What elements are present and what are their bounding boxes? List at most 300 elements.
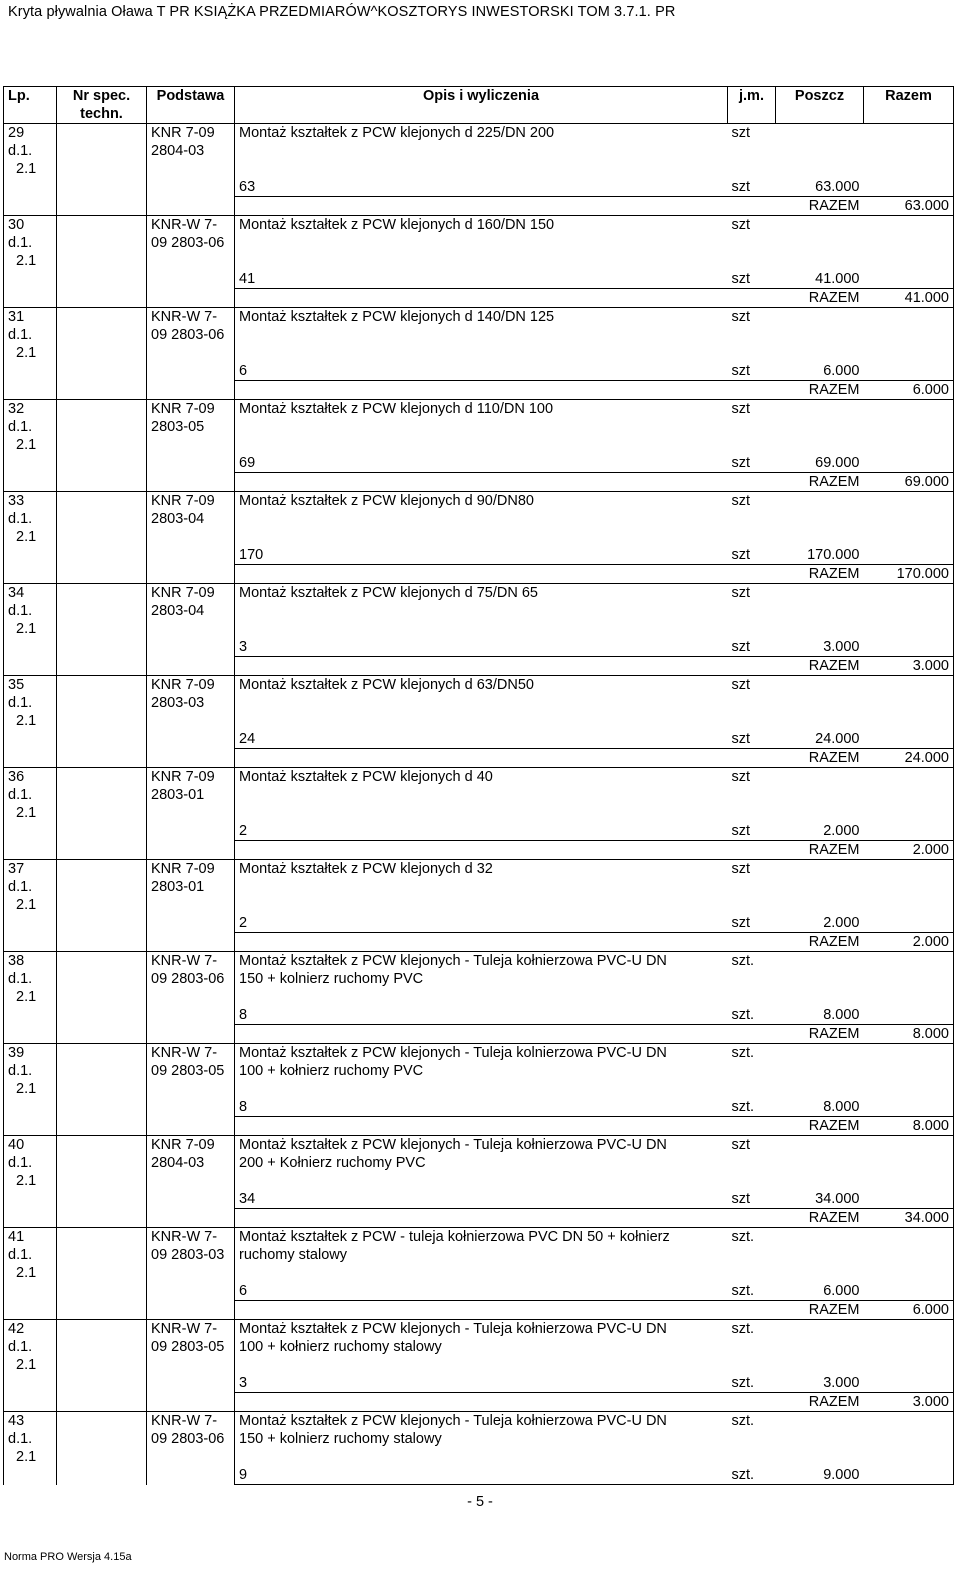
poszcz-empty [776, 1356, 864, 1374]
lp-sub-b: 2.1 [16, 713, 37, 729]
razem-empty [864, 1228, 954, 1247]
podstawa-cell [147, 216, 235, 308]
razem-empty [864, 620, 954, 638]
jm-empty [728, 142, 776, 160]
jm-cell: szt. [728, 1228, 776, 1247]
quantity-expression: 8 [235, 1006, 728, 1025]
jm-empty [728, 878, 776, 896]
jm-empty [728, 657, 776, 676]
lp-sub-a: d.1. [8, 235, 33, 251]
quantity-unit: szt [731, 271, 751, 287]
poszcz-value: 2.000 [823, 915, 860, 931]
opis-line-2 [235, 326, 728, 344]
lp-number: 31 [8, 309, 25, 325]
lp-cell [4, 768, 57, 860]
jm-empty [728, 1080, 776, 1098]
quantity-expression: 9 [235, 1466, 728, 1485]
lp-sub-a: d.1. [8, 695, 33, 711]
razem-empty [864, 1246, 954, 1264]
quantity-expression: 6 [235, 362, 728, 381]
poszcz-value: 3.000 [823, 1375, 860, 1391]
razem-empty [864, 1062, 954, 1080]
quantity-unit: szt [731, 547, 751, 563]
razem-empty [864, 528, 954, 546]
razem-empty [864, 1136, 954, 1155]
lp-cell [4, 584, 57, 676]
razem-value: 34.000 [864, 1209, 954, 1228]
opis-line-2: 200 + Kołnierz ruchomy PVC [235, 1154, 728, 1172]
table-row [4, 216, 954, 235]
spacer-cell [235, 712, 728, 730]
razem-empty [864, 676, 954, 695]
poszcz-empty [776, 1412, 864, 1431]
opis-empty [235, 749, 728, 768]
col-header-razem: Razem [864, 87, 954, 124]
jm-cell: szt. [728, 1320, 776, 1339]
opis-line-2: 150 + kolnierz ruchomy PVC [235, 970, 728, 988]
jm-cell: szt [728, 400, 776, 419]
poszcz-empty [776, 712, 864, 730]
jm-empty [728, 160, 776, 178]
table-row [4, 1228, 954, 1247]
razem-label: RAZEM [776, 565, 864, 584]
opis-line-1: Montaż kształtek z PCW klejonych - Tuleja kolnierzowa PVC-U DN [235, 1044, 728, 1063]
lp-sub-b: 2.1 [16, 1081, 37, 1097]
lp-number: 38 [8, 953, 25, 969]
quantity-unit: szt [731, 915, 751, 931]
lp-number: 37 [8, 861, 25, 877]
opis-line-1: Montaż kształtek z PCW klejonych - Tuleja kołnierzowa PVC-U DN [235, 1412, 728, 1431]
lp-number: 29 [8, 125, 25, 141]
jm-cell: szt [728, 492, 776, 511]
lp-sub-b: 2.1 [16, 437, 37, 453]
podstawa-line-2: 2803-04 [151, 603, 205, 619]
lp-cell [4, 1044, 57, 1136]
opis-line-1: Montaż kształtek z PCW klejonych d 225/DN 200 [235, 124, 728, 143]
razem-label: RAZEM [776, 1209, 864, 1228]
poszcz-empty [776, 970, 864, 988]
poszcz-value: 69.000 [815, 455, 860, 471]
poszcz-empty [776, 896, 864, 914]
poszcz-empty [776, 602, 864, 620]
razem-empty [864, 1264, 954, 1282]
opis-line-2: ruchomy stalowy [235, 1246, 728, 1264]
opis-line-1: Montaż kształtek z PCW - tuleja kołnierzowa PVC DN 50 + kołnierz [235, 1228, 728, 1247]
podstawa-line-2: 2803-03 [151, 695, 205, 711]
opis-line-1: Montaż kształtek z PCW klejonych d 32 [235, 860, 728, 879]
podstawa-line-1: KNR 7-09 [151, 1137, 215, 1153]
podstawa-cell [147, 308, 235, 400]
lp-sub-a: d.1. [8, 1339, 33, 1355]
jm-cell: szt [728, 676, 776, 695]
nr-spec-cell [57, 1228, 147, 1320]
quantity-unit: szt [731, 1191, 751, 1207]
nr-spec-cell [57, 124, 147, 216]
jm-empty [728, 712, 776, 730]
poszcz-empty [776, 786, 864, 804]
nr-spec-cell [57, 216, 147, 308]
nr-spec-cell [57, 1320, 147, 1412]
opis-line-1: Montaż kształtek z PCW klejonych d 75/DN 65 [235, 584, 728, 603]
razem-empty [864, 786, 954, 804]
cost-estimate-table [3, 86, 954, 1485]
opis-line-2 [235, 510, 728, 528]
poszcz-empty [776, 528, 864, 546]
quantity-expression: 2 [235, 914, 728, 933]
jm-cell: szt [728, 216, 776, 235]
poszcz-empty [776, 988, 864, 1006]
razem-empty [864, 860, 954, 879]
lp-sub-b: 2.1 [16, 989, 37, 1005]
podstawa-line-2: 09 2803-05 [151, 1339, 225, 1355]
podstawa-cell [147, 1136, 235, 1228]
opis-line-2 [235, 418, 728, 436]
razem-empty [864, 822, 954, 841]
razem-label: RAZEM [776, 749, 864, 768]
poszcz-empty [776, 510, 864, 528]
lp-number: 36 [8, 769, 25, 785]
nr-spec-cell [57, 492, 147, 584]
poszcz-value: 8.000 [823, 1007, 860, 1023]
jm-empty [728, 1154, 776, 1172]
razem-empty [864, 234, 954, 252]
opis-empty [235, 565, 728, 584]
lp-cell [4, 1412, 57, 1485]
lp-sub-a: d.1. [8, 1247, 33, 1263]
quantity-expression: 170 [235, 546, 728, 565]
poszcz-value: 3.000 [823, 639, 860, 655]
podstawa-line-1: KNR 7-09 [151, 677, 215, 693]
jm-empty [728, 933, 776, 952]
jm-empty [728, 1338, 776, 1356]
razem-empty [864, 178, 954, 197]
razem-empty [864, 436, 954, 454]
nr-spec-cell [57, 768, 147, 860]
poszcz-empty [776, 1246, 864, 1264]
opis-empty [235, 1025, 728, 1044]
spacer-cell [235, 1448, 728, 1466]
poszcz-empty [776, 1430, 864, 1448]
podstawa-cell [147, 1320, 235, 1412]
lp-number: 35 [8, 677, 25, 693]
podstawa-line-1: KNR-W 7- [151, 309, 218, 325]
razem-empty [864, 492, 954, 511]
opis-line-1: Montaż kształtek z PCW klejonych d 160/DN 150 [235, 216, 728, 235]
opis-line-1: Montaż kształtek z PCW klejonych d 63/DN50 [235, 676, 728, 695]
lp-number: 30 [8, 217, 25, 233]
jm-empty [728, 1172, 776, 1190]
spacer-cell [235, 804, 728, 822]
razem-empty [864, 1374, 954, 1393]
podstawa-line-2: 2803-05 [151, 419, 205, 435]
lp-sub-a: d.1. [8, 327, 33, 343]
poszcz-empty [776, 768, 864, 787]
lp-sub-a: d.1. [8, 1063, 33, 1079]
lp-sub-b: 2.1 [16, 345, 37, 361]
quantity-expression: 63 [235, 178, 728, 197]
podstawa-cell [147, 768, 235, 860]
jm-empty [728, 786, 776, 804]
podstawa-line-1: KNR-W 7- [151, 953, 218, 969]
podstawa-cell [147, 860, 235, 952]
lp-sub-b: 2.1 [16, 1173, 37, 1189]
table-body [4, 124, 954, 1485]
razem-empty [864, 1098, 954, 1117]
podstawa-line-2: 09 2803-06 [151, 971, 225, 987]
poszcz-value: 6.000 [823, 363, 860, 379]
footer-software-note: Norma PRO Wersja 4.15a [4, 1551, 132, 1563]
jm-empty [728, 1117, 776, 1136]
podstawa-line-1: KNR-W 7- [151, 1045, 218, 1061]
razem-empty [864, 988, 954, 1006]
opis-line-2 [235, 878, 728, 896]
lp-cell [4, 216, 57, 308]
razem-label: RAZEM [776, 1393, 864, 1412]
podstawa-line-2: 09 2803-03 [151, 1247, 225, 1263]
podstawa-line-1: KNR 7-09 [151, 125, 215, 141]
jm-empty [728, 602, 776, 620]
jm-empty [728, 620, 776, 638]
opis-empty [235, 1209, 728, 1228]
quantity-unit: szt. [731, 1007, 755, 1023]
jm-empty [728, 326, 776, 344]
poszcz-empty [776, 1448, 864, 1466]
razem-empty [864, 1320, 954, 1339]
quantity-unit: szt [731, 179, 751, 195]
poszcz-empty [776, 1320, 864, 1339]
poszcz-empty [776, 1154, 864, 1172]
razem-empty [864, 1430, 954, 1448]
razem-empty [864, 308, 954, 327]
jm-empty [728, 841, 776, 860]
jm-cell: szt [728, 768, 776, 787]
lp-sub-b: 2.1 [16, 161, 37, 177]
lp-cell [4, 308, 57, 400]
poszcz-value: 9.000 [776, 1466, 864, 1485]
poszcz-empty [776, 142, 864, 160]
razem-empty [864, 952, 954, 971]
lp-cell [4, 952, 57, 1044]
table-row [4, 860, 954, 879]
poszcz-empty [776, 584, 864, 603]
podstawa-cell [147, 1228, 235, 1320]
jm-empty [728, 1301, 776, 1320]
lp-sub-b: 2.1 [16, 621, 37, 637]
opis-line-2 [235, 694, 728, 712]
razem-label: RAZEM [776, 197, 864, 216]
poszcz-empty [776, 694, 864, 712]
poszcz-empty [776, 418, 864, 436]
spacer-cell [235, 1080, 728, 1098]
poszcz-value: 63.000 [815, 179, 860, 195]
poszcz-empty [776, 234, 864, 252]
razem-value: 2.000 [864, 933, 954, 952]
jm-empty [728, 1246, 776, 1264]
table-row [4, 768, 954, 787]
podstawa-line-1: KNR 7-09 [151, 585, 215, 601]
podstawa-line-1: KNR 7-09 [151, 861, 215, 877]
razem-value: 8.000 [864, 1117, 954, 1136]
lp-cell [4, 1228, 57, 1320]
spacer-cell [235, 344, 728, 362]
jm-empty [728, 197, 776, 216]
podstawa-cell [147, 1044, 235, 1136]
quantity-expression: 2 [235, 822, 728, 841]
quantity-unit: szt [731, 455, 751, 471]
opis-empty [235, 933, 728, 952]
podstawa-cell [147, 676, 235, 768]
jm-cell: szt. [728, 952, 776, 971]
poszcz-empty [776, 344, 864, 362]
table-row [4, 1320, 954, 1339]
podstawa-line-2: 2804-03 [151, 1155, 205, 1171]
lp-sub-b: 2.1 [16, 1449, 37, 1465]
spacer-cell [235, 436, 728, 454]
poszcz-empty [776, 1228, 864, 1247]
poszcz-value: 2.000 [823, 823, 860, 839]
lp-sub-a: d.1. [8, 419, 33, 435]
podstawa-line-1: KNR-W 7- [151, 1321, 218, 1337]
razem-empty [864, 1356, 954, 1374]
razem-empty [864, 252, 954, 270]
quantity-expression: 34 [235, 1190, 728, 1209]
nr-spec-cell [57, 1044, 147, 1136]
table-row [4, 1044, 954, 1063]
opis-line-1: Montaż kształtek z PCW klejonych d 110/DN 100 [235, 400, 728, 419]
razem-label: RAZEM [776, 1117, 864, 1136]
poszcz-empty [776, 1172, 864, 1190]
podstawa-line-1: KNR-W 7- [151, 1413, 218, 1429]
quantity-expression: 3 [235, 638, 728, 657]
razem-value: 24.000 [864, 749, 954, 768]
jm-empty [728, 1430, 776, 1448]
spacer-cell [235, 160, 728, 178]
col-header-podstawa: Podstawa [147, 87, 235, 124]
lp-cell [4, 1136, 57, 1228]
opis-line-2 [235, 234, 728, 252]
nr-spec-cell [57, 676, 147, 768]
col-header-jm: j.m. [728, 87, 776, 124]
jm-cell: szt [728, 1136, 776, 1155]
opis-line-2 [235, 786, 728, 804]
jm-empty [728, 289, 776, 308]
table-row [4, 492, 954, 511]
quantity-expression: 3 [235, 1374, 728, 1393]
lp-sub-a: d.1. [8, 1431, 33, 1447]
jm-empty [728, 970, 776, 988]
table-row [4, 124, 954, 143]
podstawa-line-2: 09 2803-06 [151, 1431, 225, 1447]
opis-line-2 [235, 142, 728, 160]
poszcz-empty [776, 252, 864, 270]
lp-sub-a: d.1. [8, 971, 33, 987]
razem-empty [864, 1190, 954, 1209]
podstawa-line-2: 09 2803-05 [151, 1063, 225, 1079]
podstawa-cell [147, 1412, 235, 1485]
jm-empty [728, 344, 776, 362]
poszcz-empty [776, 1264, 864, 1282]
col-header-poszcz: Poszcz [776, 87, 864, 124]
razem-empty [864, 418, 954, 436]
jm-empty [728, 1209, 776, 1228]
razem-empty [864, 362, 954, 381]
opis-line-1: Montaż kształtek z PCW klejonych - Tuleja kołnierzowa PVC-U DN [235, 952, 728, 971]
lp-cell [4, 860, 57, 952]
jm-cell: szt [728, 584, 776, 603]
poszcz-value: 8.000 [823, 1099, 860, 1115]
razem-value: 6.000 [864, 1301, 954, 1320]
quantity-expression: 69 [235, 454, 728, 473]
podstawa-cell [147, 584, 235, 676]
razem-value: 69.000 [864, 473, 954, 492]
opis-line-2: 100 + kołnierz ruchomy stalowy [235, 1338, 728, 1356]
poszcz-empty [776, 216, 864, 235]
razem-empty [864, 216, 954, 235]
lp-cell [4, 124, 57, 216]
lp-number: 40 [8, 1137, 25, 1153]
lp-number: 33 [8, 493, 25, 509]
jm-empty [728, 1356, 776, 1374]
poszcz-empty [776, 1338, 864, 1356]
lp-sub-b: 2.1 [16, 805, 37, 821]
spacer-cell [235, 1264, 728, 1282]
poszcz-empty [776, 804, 864, 822]
opis-line-1: Montaż kształtek z PCW klejonych d 40 [235, 768, 728, 787]
poszcz-empty [776, 124, 864, 143]
razem-empty [864, 1282, 954, 1301]
jm-empty [728, 1062, 776, 1080]
jm-empty [728, 1264, 776, 1282]
poszcz-empty [776, 1080, 864, 1098]
jm-empty [728, 749, 776, 768]
poszcz-empty [776, 308, 864, 327]
razem-value: 3.000 [864, 1393, 954, 1412]
jm-empty [728, 528, 776, 546]
jm-empty [728, 510, 776, 528]
lp-cell [4, 1320, 57, 1412]
razem-empty [864, 1044, 954, 1063]
jm-empty [728, 473, 776, 492]
poszcz-empty [776, 436, 864, 454]
podstawa-line-2: 09 2803-06 [151, 235, 225, 251]
razem-empty [864, 1154, 954, 1172]
opis-line-1: Montaż kształtek z PCW klejonych d 140/DN 125 [235, 308, 728, 327]
opis-empty [235, 197, 728, 216]
spacer-cell [235, 1172, 728, 1190]
jm-cell: szt. [728, 1044, 776, 1063]
opis-empty [235, 473, 728, 492]
lp-sub-b: 2.1 [16, 1265, 37, 1281]
razem-label: RAZEM [776, 381, 864, 400]
podstawa-line-1: KNR 7-09 [151, 769, 215, 785]
razem-value: 63.000 [864, 197, 954, 216]
table-row [4, 1136, 954, 1155]
col-header-opis: Opis i wyliczenia [235, 87, 728, 124]
poszcz-value: 34.000 [815, 1191, 860, 1207]
quantity-unit: szt. [728, 1466, 776, 1485]
razem-empty [864, 730, 954, 749]
opis-empty [235, 289, 728, 308]
poszcz-empty [776, 400, 864, 419]
table-row [4, 676, 954, 695]
podstawa-line-2: 2803-01 [151, 879, 205, 895]
opis-empty [235, 657, 728, 676]
col-header-lp: Lp. [4, 87, 57, 124]
opis-line-2: 100 + kołnierz ruchomy PVC [235, 1062, 728, 1080]
podstawa-line-1: KNR 7-09 [151, 493, 215, 509]
poszcz-empty [776, 860, 864, 879]
quantity-expression: 41 [235, 270, 728, 289]
